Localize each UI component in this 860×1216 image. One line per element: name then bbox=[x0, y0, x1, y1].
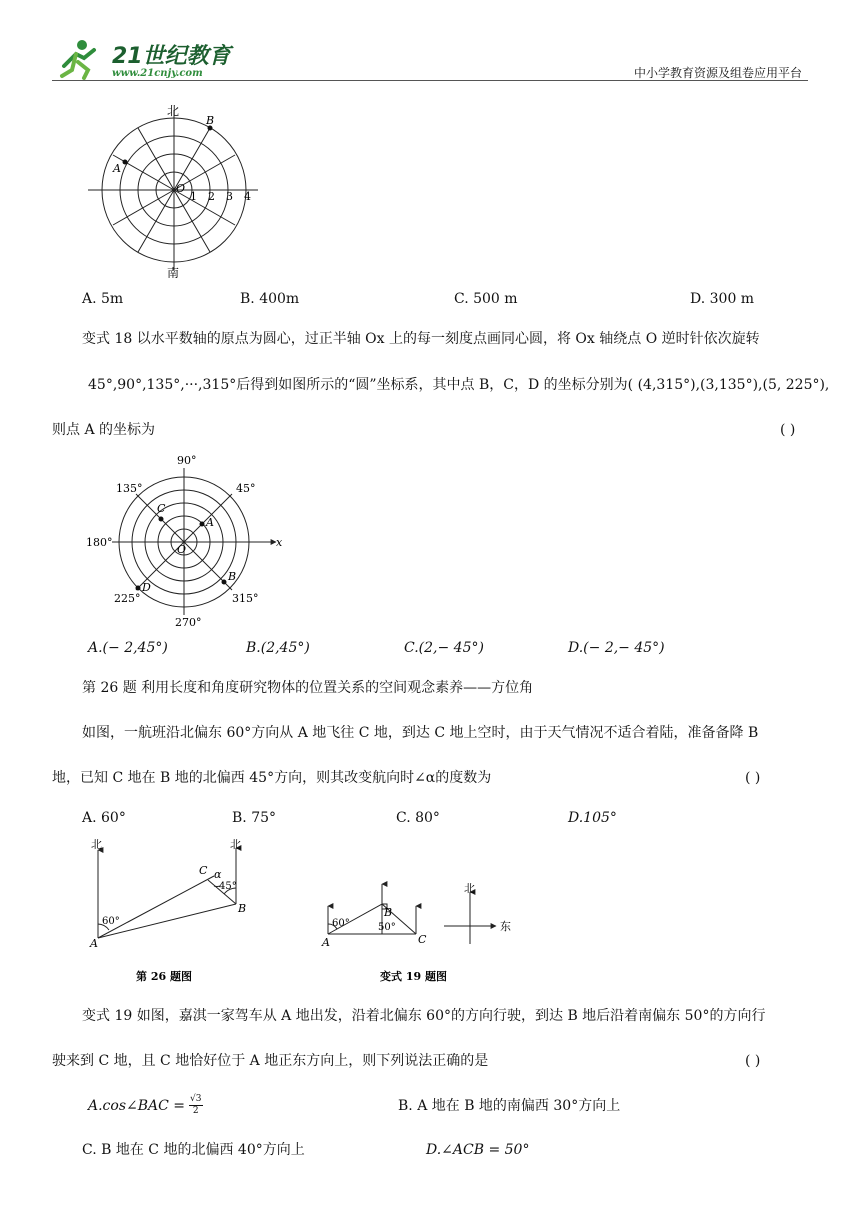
label-180: 180° bbox=[86, 536, 113, 549]
q26-option-a: A. 60° bbox=[82, 810, 126, 826]
label-east: 东 bbox=[500, 920, 511, 933]
fraction-numerator: √3 bbox=[190, 1094, 202, 1104]
v18-option-d: D.(− 2,− 45°) bbox=[568, 640, 665, 656]
logo-url: www.21cnjy.com bbox=[112, 68, 203, 79]
q1-option-c: C. 500 m bbox=[454, 291, 518, 307]
tick-3: 3 bbox=[226, 190, 233, 203]
v18-option-c: C.(2,− 45°) bbox=[404, 640, 484, 656]
point-b-dot bbox=[222, 580, 227, 585]
label-270: 270° bbox=[175, 616, 202, 629]
label-a: A bbox=[90, 937, 98, 950]
point-c-dot bbox=[159, 517, 164, 522]
figure-q26-flight-path bbox=[86, 836, 266, 988]
caption-q26: 第 26 题图 bbox=[136, 970, 192, 983]
q26-option-b: B. 75° bbox=[232, 810, 277, 826]
label-a: A bbox=[206, 516, 214, 529]
tick-2: 2 bbox=[208, 190, 215, 203]
v18-option-b: B.(2,45°) bbox=[246, 640, 310, 656]
q1-option-d: D. 300 m bbox=[690, 291, 755, 307]
v18-option-a: A.(− 2,45°) bbox=[88, 640, 168, 656]
v19-line-2: 驶来到 C 地，且 C 地恰好位于 A 地正东方向上，则下列说法正确的是 bbox=[52, 1053, 489, 1069]
figure-v19-route bbox=[318, 880, 528, 990]
v19-line-1: 变式 19 如图，嘉淇一家驾车从 A 地出发，沿着北偏东 60°的方向行驶，到达 B 地后沿着南偏东 50°的方向行 bbox=[82, 1008, 766, 1024]
label-alpha: α bbox=[214, 868, 222, 881]
q26-line-1: 如图，一航班沿北偏东 60°方向从 A 地飞往 C 地，到达 C 地上空时，由于天气情况不适合着陆，准备备降 B bbox=[82, 725, 759, 741]
label-a: A bbox=[322, 936, 330, 949]
label-o: O bbox=[177, 543, 187, 556]
tick-1: 1 bbox=[190, 190, 197, 203]
q1-option-b: B. 400m bbox=[240, 291, 300, 307]
q26-line-2: 地，已知 C 地在 B 地的北偏西 45°方向，则其改变航向时∠α的度数为 bbox=[52, 770, 492, 786]
logo-title: 21世纪教育 bbox=[112, 44, 231, 69]
label-a: A bbox=[113, 162, 121, 175]
label-north: 北 bbox=[464, 882, 475, 895]
label-b: B bbox=[238, 902, 247, 915]
label-b: B bbox=[228, 570, 237, 583]
q26-option-c: C. 80° bbox=[396, 810, 440, 826]
v19-option-c: C. B 地在 C 地的北偏西 40°方向上 bbox=[82, 1142, 305, 1158]
header-rule bbox=[52, 80, 808, 81]
label-225: 225° bbox=[114, 592, 141, 605]
point-d-dot bbox=[136, 586, 141, 591]
q26-title: 第 26 题 利用长度和角度研究物体的位置关系的空间观念素养——方位角 bbox=[82, 680, 534, 696]
v19-option-a-fraction bbox=[189, 1094, 202, 1117]
figure-polar-coordinates bbox=[80, 450, 290, 630]
label-60: 60° bbox=[102, 916, 120, 927]
label-45: 45° bbox=[236, 482, 256, 495]
v19-option-a bbox=[88, 1094, 203, 1117]
label-c: C bbox=[157, 502, 166, 515]
v19-option-d: D.∠ACB = 50° bbox=[426, 1142, 530, 1158]
q26-answer-paren: ( ) bbox=[745, 770, 761, 786]
label-b: B bbox=[206, 114, 215, 127]
v18-line-1: 变式 18 以水平数轴的原点为圆心，过正半轴 Ox 上的每一刻度点画同心圆，将 Ox 轴绕点 O 逆时针依次旋转 bbox=[82, 331, 760, 347]
label-north-b: 北 bbox=[230, 838, 241, 851]
site-logo bbox=[54, 36, 234, 80]
q26-option-d: D.105° bbox=[568, 810, 617, 826]
label-c: C bbox=[199, 864, 208, 877]
caption-v19: 变式 19 题图 bbox=[380, 970, 447, 983]
v18-line-2: 45°,90°,135°,···,315°后得到如图所示的“圆”坐标系，其中点 B，C，D 的坐标分别为( (4,315°),(3,135°),(5, 225°), bbox=[88, 377, 830, 393]
label-45: 45° bbox=[219, 881, 237, 892]
label-o: O bbox=[176, 182, 186, 195]
label-x: x bbox=[276, 536, 283, 549]
label-north: 北 bbox=[167, 104, 180, 118]
runner-logo-icon bbox=[62, 40, 94, 78]
label-90: 90° bbox=[177, 454, 197, 467]
label-60: 60° bbox=[332, 918, 350, 929]
label-135: 135° bbox=[116, 482, 143, 495]
tick-4: 4 bbox=[244, 190, 251, 203]
fraction-denominator: 2 bbox=[192, 1106, 199, 1116]
label-north-a: 北 bbox=[91, 838, 102, 851]
label-south: 南 bbox=[167, 266, 180, 280]
point-a-dot bbox=[123, 160, 128, 165]
label-315: 315° bbox=[232, 592, 259, 605]
label-d: D bbox=[142, 581, 151, 594]
label-c: C bbox=[418, 933, 427, 946]
q1-option-a: A. 5m bbox=[82, 291, 124, 307]
point-a-dot bbox=[200, 522, 205, 527]
header-right-text: 中小学教育资源及组卷应用平台 bbox=[633, 66, 802, 80]
label-50: 50° bbox=[378, 922, 396, 933]
figure-polar-grid-north bbox=[80, 100, 270, 285]
v18-answer-paren: ( ) bbox=[780, 422, 796, 438]
v18-line-3: 则点 A 的坐标为 bbox=[52, 422, 156, 438]
v19-option-a-prefix: A.cos∠BAC = bbox=[88, 1097, 186, 1114]
v19-option-b: B. A 地在 B 地的南偏西 30°方向上 bbox=[398, 1098, 621, 1114]
label-b: B bbox=[384, 906, 393, 919]
v19-answer-paren: ( ) bbox=[745, 1053, 761, 1069]
